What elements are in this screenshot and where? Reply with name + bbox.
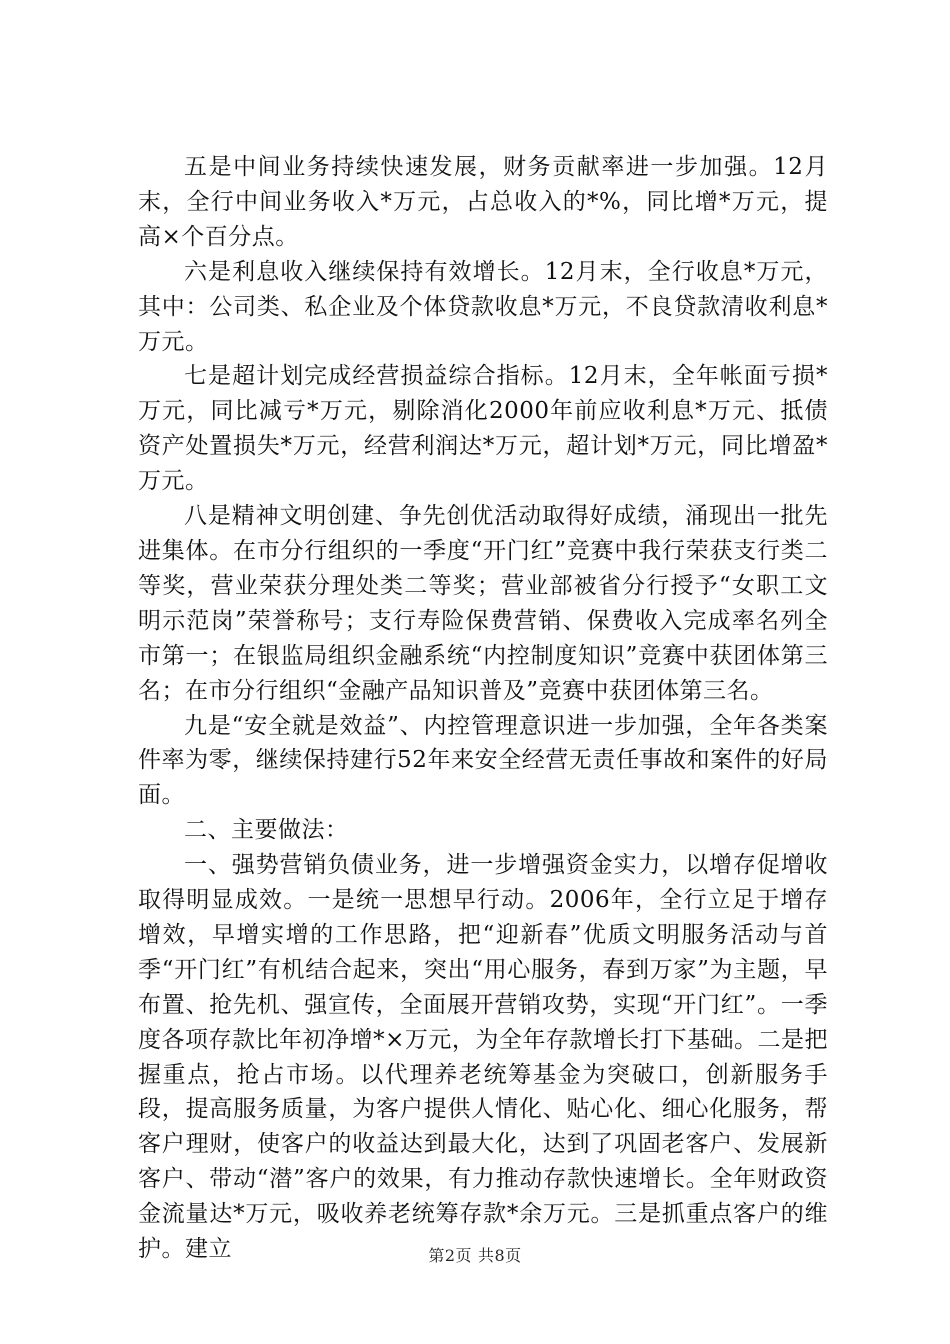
page-number: 第2页 <box>428 1246 472 1265</box>
paragraph-nine: 九是“安全就是效益”、内控管理意识进一步加强，全年各类案件率为零，继续保持建行52年来安全经营无责任事故和案件的好局面。 <box>138 712 828 809</box>
paragraph-six: 六是利息收入继续保持有效增长。12月末，全行收息*万元，其中：公司类、私企业及个体贷款收息*万元，不良贷款清收利息*万元。 <box>138 258 828 355</box>
paragraph-seven: 七是超计划完成经营损益综合指标。12月末，全年帐面亏损*万元，同比减亏*万元，剔除消化2000年前应收利息*万元、抵债资产处置损失*万元，经营利润达*万元，超计划*万元，同比增盈*万元。 <box>138 363 828 495</box>
section-heading-main-practices: 二、主要做法： <box>184 817 349 844</box>
paragraph-practice-one: 一、强势营销负债业务，进一步增强资金实力，以增存促增收取得明显成效。一是统一思想早行动。2006年，全行立足于增存增效，早增实增的工作思路，把“迎新春”优质文明服务活动与首季“开门红”有机结合起来，突出“用心服务，春到万家”为主题，早布置、抢先机、强宣传，全面展开营销攻势，实现“开门红”。一季度各项存款比年初净增*×万元，为全年存款增长打下基础。二是把握重点，抢占市场。以代理养老统筹基金为突破口，创新服务手段，提高服务质量，为客户提供人情化、贴心化、细心化服务，帮客户理财，使客户的收益达到最大化，达到了巩固老客户、发展新客户、带动“潜”客户的效果，有力推动存款快速增长。全年财政资金流量达*万元，吸收养老统筹存款*余万元。三是抓重点客户的维护。建立 <box>138 852 828 1263</box>
document-body <box>138 150 828 1267</box>
page-total: 共8页 <box>478 1246 522 1265</box>
page-footer <box>0 1246 950 1266</box>
paragraph-eight: 八是精神文明创建、争先创优活动取得好成绩，涌现出一批先进集体。在市分行组织的一季度“开门红”竞赛中我行荣获支行类二等奖，营业荣获分理处类二等奖；营业部被省分行授予“女职工文明示范岗”荣誉称号；支行寿险保费营销、保费收入完成率名列全市第一；在银监局组织金融系统“内控制度知识”竞赛中获团体第三名；在市分行组织“金融产品知识普及”竞赛中获团体第三名。 <box>138 503 828 704</box>
paragraph-five: 五是中间业务持续快速发展，财务贡献率进一步加强。12月末，全行中间业务收入*万元，占总收入的*%，同比增*万元，提高×个百分点。 <box>138 154 828 250</box>
